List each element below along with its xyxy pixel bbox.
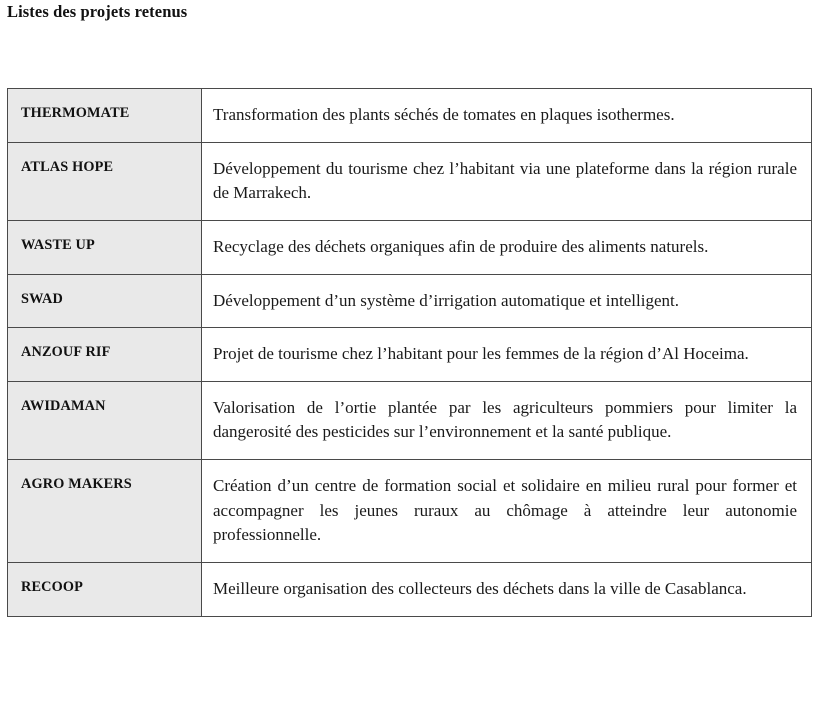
page-title: Listes des projets retenus [7, 2, 188, 21]
project-description-cell [202, 328, 812, 382]
table-row [8, 563, 812, 617]
project-name: SWAD [21, 290, 63, 307]
table-row [8, 381, 812, 459]
project-description-cell [202, 220, 812, 274]
project-name-cell [8, 460, 202, 563]
project-name: AGRO MAKERS [21, 476, 132, 493]
table-row [8, 142, 812, 220]
project-name: ANZOUF RIF [21, 344, 111, 361]
project-name: THERMOMATE [21, 105, 130, 121]
table-row [8, 89, 812, 143]
project-name: AWIDAMAN [21, 397, 106, 414]
project-name-cell [8, 381, 202, 459]
project-description: Projet de tourisme chez l’habitant pour les femmes de la région d’Al Hoceima. [213, 344, 749, 364]
project-description: Recyclage des déchets organiques afin de produire des aliments naturels. [213, 236, 709, 256]
project-description-cell [202, 142, 812, 220]
project-name-cell [8, 89, 202, 143]
project-name-cell [8, 328, 202, 382]
table-row [8, 220, 812, 274]
projects-table-body [8, 89, 812, 617]
project-name-cell [8, 563, 202, 617]
project-name-cell [8, 274, 202, 328]
project-description: Transformation des plants séchés de tomates en plaques isothermes. [213, 105, 675, 124]
table-row [8, 328, 812, 382]
project-description: Développement d’un système d’irrigation automatique et intelligent. [213, 290, 679, 310]
project-name: WASTE UP [21, 236, 95, 253]
project-description: Développement du tourisme chez l’habitant via une plateforme dans la région rurale de Marrakech. [213, 158, 797, 203]
project-description: Meilleure organisation des collecteurs des déchets dans la ville de Casablanca. [213, 579, 747, 599]
project-description-cell [202, 563, 812, 617]
project-name-cell [8, 142, 202, 220]
project-description: Valorisation de l’ortie plantée par les agriculteurs pommiers pour limiter la dangerosité des pesticides sur l’environnement et la santé publique. [213, 397, 797, 442]
table-row [8, 460, 812, 563]
project-description-cell [202, 89, 812, 143]
project-description-cell [202, 274, 812, 328]
project-description-cell [202, 381, 812, 459]
project-name: ATLAS HOPE [21, 158, 114, 175]
project-description: Création d’un centre de formation social et solidaire en milieu rural pour former et accompagner les jeunes ruraux au chômage à atteindre leur autonomie professionnelle. [213, 476, 797, 545]
project-name: RECOOP [21, 579, 84, 596]
table-row [8, 274, 812, 328]
project-description-cell [202, 460, 812, 563]
project-name-cell [8, 220, 202, 274]
projects-table [7, 88, 812, 617]
